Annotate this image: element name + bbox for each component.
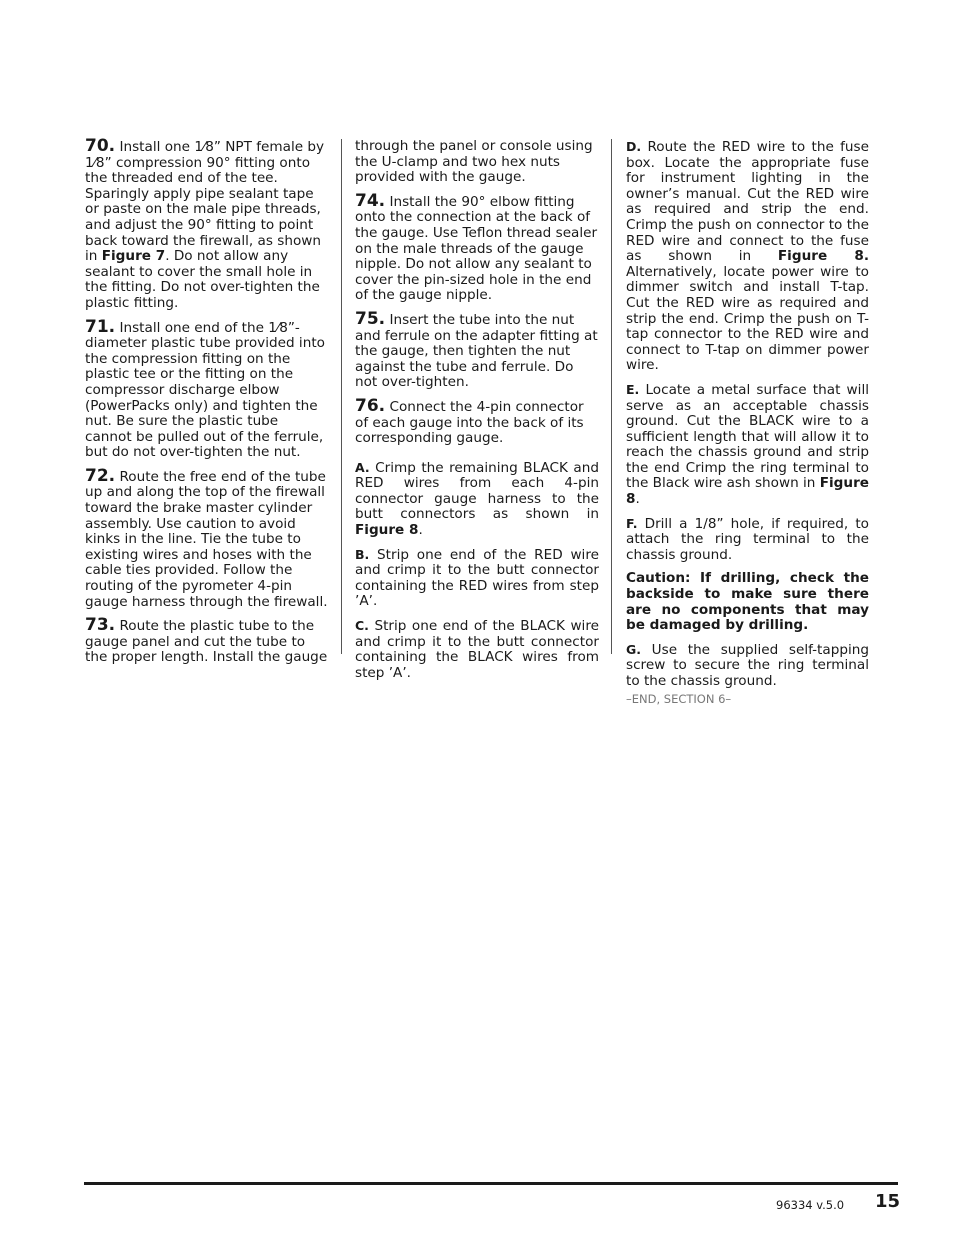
document-id: 96334 v.5.0 xyxy=(776,1198,845,1212)
figure-reference: Figure 7 xyxy=(101,248,166,265)
step-70: 70. Install one 1⁄8” NPT female by 1⁄8” compression 90° fitting onto the threaded end of the tee. Sparingly apply pipe sealant tape or paste on the male pipe threads, and adjust the 90° fitting to point back toward the firewall, as shown in Figure 7. Do not allow any sealant to cover the small hole in the fitting. Do not over-tighten the plastic fitting. xyxy=(85,136,325,311)
fraction: 1⁄8 xyxy=(268,319,288,336)
column-divider xyxy=(341,139,342,654)
step-73-continued: through the panel or console using the U-clamp and two hex nuts provided with the gauge. xyxy=(355,138,593,186)
substep-e: E. Locate a metal surface that will serve as an acceptable chassis ground. Cut the BLACK wire to a sufficient length that will allow it to reach the chassis ground and strip the end Crimp the ring terminal to the Black wire ash shown in Figure 8. xyxy=(626,381,870,508)
caution-note: Caution: If drilling, check the backside to make sure there are no components that may be damaged by drilling. xyxy=(626,570,869,634)
substep-label: C. xyxy=(355,618,369,634)
step-75: 75. Insert the tube into the nut and ferrule on the adapter fitting at the gauge, then tighten the nut against the tube and ferrule. Do not over-tighten. xyxy=(355,308,598,391)
step-number: 70. xyxy=(85,136,116,156)
substep-label: D. xyxy=(626,139,642,154)
fraction: 1⁄8 xyxy=(194,139,214,155)
step-74: 74. Install the 90° elbow fitting onto the connection at the back of the gauge. Use Teflon thread sealer on the male threads of the gauge nipple. Do not allow any sealant to cover the pin-sized hole in the end of the gauge nipple. xyxy=(355,190,598,304)
column-2 xyxy=(355,139,599,689)
footer-rule xyxy=(84,1182,898,1185)
column-1 xyxy=(85,136,328,674)
step-number: 74. xyxy=(355,190,386,211)
substep-label: A. xyxy=(355,459,370,475)
substep-a: A. Crimp the remaining BLACK and RED wires from each 4-pin connector gauge harness to the butt connectors as shown in Figure 8. xyxy=(355,459,599,539)
step-number: 76. xyxy=(355,395,386,416)
step-73: 73. Route the plastic tube to the gauge panel and cut the tube to the proper length. Install the gauge xyxy=(85,615,328,666)
figure-reference: Figure 8 xyxy=(355,522,419,539)
page-number: 15 xyxy=(875,1191,901,1212)
column-divider xyxy=(611,139,612,654)
step-number: 73. xyxy=(85,615,116,636)
substep-label: G. xyxy=(626,641,642,657)
substep-b: B. Strip one end of the RED wire and crimp it to the butt connector containing the RED wires from step ’A’. xyxy=(355,546,599,610)
substep-label: E. xyxy=(626,381,640,397)
substep-d: D. Route the RED wire to the fuse box. Locate the appropriate fuse for instrument lighting in the owner’s manual. Cut the RED wire as required and strip the end. Crimp the push on connector to the RED wire and connect to the fuse as shown in Figure 8. Alternatively, locate power wire to dimmer switch and install T-tap. Cut the RED wire as required and strip the end. Crimp the push on T-tap connector to the RED wire and connect to T-tap on dimmer power wire. xyxy=(626,139,869,374)
figure-reference: Figure 8 xyxy=(626,475,870,508)
substep-c: C. Strip one end of the BLACK wire and crimp it to the butt connector containing the BLACK wires from step ’A’. xyxy=(355,618,599,681)
end-of-section: –END, SECTION 6– xyxy=(626,691,732,706)
step-number: 71. xyxy=(85,316,116,337)
step-76: 76. Connect the 4-pin connector of each gauge into the back of its corresponding gauge. xyxy=(355,395,584,447)
substep-f: F. Drill a 1/8” hole, if required, to attach the ring terminal to the chassis ground. xyxy=(626,515,869,563)
step-number: 72. xyxy=(85,465,116,486)
fraction: 1⁄8 xyxy=(85,154,105,171)
substep-g: G. Use the supplied self-tapping screw to secure the ring terminal to the chassis ground. xyxy=(626,641,869,689)
step-71: 71. Install one end of the 1⁄8”-diameter plastic tube provided into the compression fitting on the plastic tee or the fitting on the compressor discharge elbow (PowerPacks only) and tighten the nut. Be sure the plastic tube cannot be pulled out of the ferrule, but do not over-tighten the nut. xyxy=(85,316,325,461)
substep-label: B. xyxy=(355,546,370,562)
figure-reference: Figure 8. xyxy=(777,248,869,265)
step-number: 75. xyxy=(355,308,386,329)
step-72: 72. Route the free end of the tube up and along the top of the firewall toward the brake master cylinder assembly. Use caution to avoid kinks in the line. Tie the tube to existing wires and hoses with the cable ties provided. Follow the routing of the pyrometer 4-pin gauge harness through the firewall. xyxy=(85,465,328,610)
column-3 xyxy=(626,139,869,706)
substep-label: F. xyxy=(626,515,638,531)
